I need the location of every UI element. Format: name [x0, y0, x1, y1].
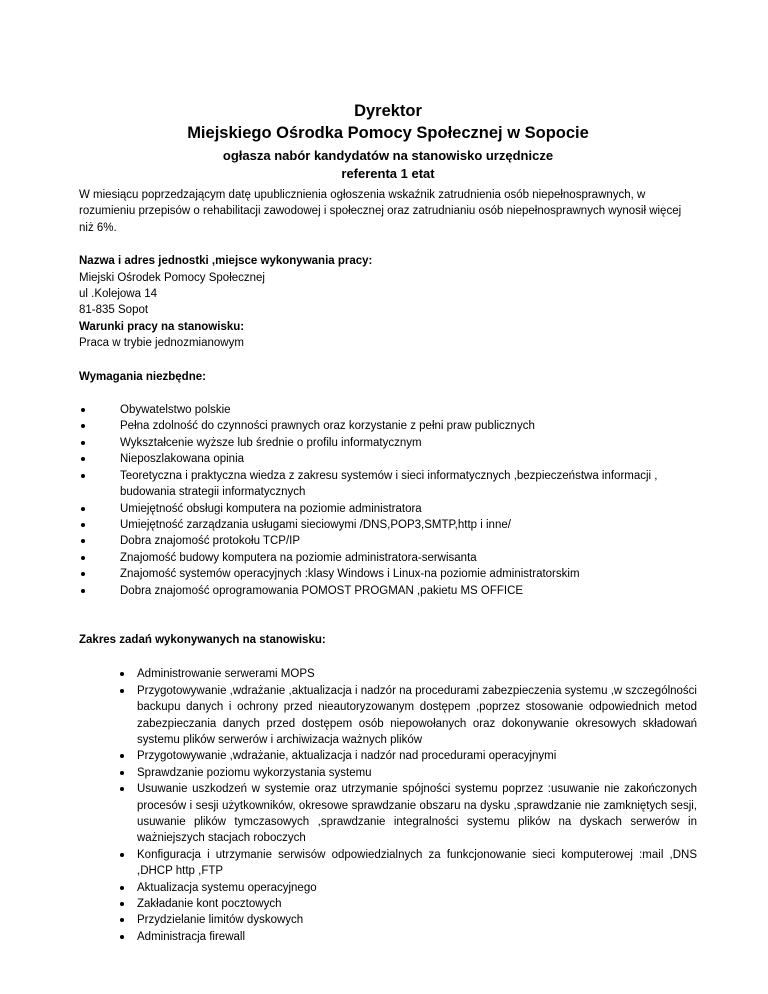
list-item: Dobra znajomość protokołu TCP/IP	[79, 533, 697, 549]
unit-street: ul .Kolejowa 14	[79, 288, 157, 301]
bullet-icon	[120, 853, 124, 857]
list-item: Zakładanie kont pocztowych	[79, 896, 697, 912]
list-item: Umiejętność zarządzania usługami sieciowymi /DNS,POP3,SMTP,http i inne/	[79, 517, 697, 533]
list-item: Aktualizacja systemu operacyjnego	[79, 880, 697, 896]
bullet-icon	[120, 771, 124, 775]
bullet-icon	[81, 507, 85, 511]
document-page	[79, 100, 697, 945]
unit-section	[79, 253, 697, 319]
list-item: Usuwanie uszkodzeń w systemie oraz utrzymanie spójności systemu poprzez :usuwanie nie zakończonych procesów i sesji użytkowników, okresowe sprawdzanie obszaru na dysku ,sprawdzanie nie zamkniętych sesji, usuwanie plików tymczasowych ,sprawdzanie integralności systemu plików na dyskach serwerów in ważniejszych stacjach roboczych	[79, 781, 697, 847]
tasks-label: Zakres zadań wykonywanych na stanowisku:	[79, 633, 326, 646]
bullet-icon	[81, 441, 85, 445]
subtitle-line-1: ogłasza nabór kandydatów na stanowisko urzędnicze	[222, 148, 554, 163]
tasks-section	[79, 632, 697, 945]
list-item: Sprawdzanie poziomu wykorzystania systemu	[79, 765, 697, 781]
unit-name: Miejski Ośrodek Pomocy Społecznej	[79, 271, 265, 284]
bullet-icon	[120, 886, 124, 890]
list-item: Pełna zdolność do czynności prawnych oraz korzystanie z pełni praw publicznych	[79, 418, 697, 434]
conditions-value: Praca w trybie jednozmianowym	[79, 337, 244, 350]
bullet-icon	[81, 424, 85, 428]
bullet-icon	[120, 787, 124, 791]
bullet-icon	[81, 589, 85, 593]
subtitle-line-2: referenta 1 etat	[341, 166, 435, 181]
bullet-icon	[120, 672, 124, 676]
conditions-label: Warunki pracy na stanowisku:	[79, 320, 245, 333]
title-line-2: Miejskiego Ośrodka Pomocy Społecznej w Sopocie	[187, 124, 589, 142]
list-item: Konfiguracja i utrzymanie serwisów odpowiedzialnych za funkcjonowanie sieci komputerowej :mail ,DNS ,DHCP http ,FTP	[79, 847, 697, 880]
list-item: Obywatelstwo polskie	[79, 402, 697, 418]
conditions-section	[79, 319, 697, 352]
bullet-icon	[120, 918, 124, 922]
bullet-icon	[120, 689, 124, 693]
list-item: Teoretyczna i praktyczna wiedza z zakresu systemów i sieci informatycznych ,bezpieczeństwa informacji , budowania strategii informatycznych	[79, 468, 697, 501]
unit-city: 81-835 Sopot	[79, 304, 149, 317]
unit-label: Nazwa i adres jednostki ,miejsce wykonywania pracy:	[79, 255, 373, 268]
intro-paragraph: W miesiącu poprzedzającym datę upublicznienia ogłoszenia wskaźnik zatrudnienia osób niepełnosprawnych, w rozumieniu przepisów o rehabilitacji zawodowej i społecznej oraz zatrudnianiu osób niepełnosprawnych wynosił więcej niż 6%.	[79, 189, 682, 234]
bullet-icon	[81, 572, 85, 576]
list-item: Przygotowywanie ,wdrażanie ,aktualizacja i nadzór na procedurami zabezpieczenia systemu ,w szczególności backupu danych i ochrony przed nieautoryzowanym dostępem ,poprzez stosowanie odpowiednich metod zabezpieczania danych przed dostępem osób niepowołanych oraz dokonywanie okresowych składowań systemu plików serwerów i archiwizacja ważnych plików	[79, 683, 697, 749]
list-item: Przygotowywanie ,wdrażanie, aktualizacja i nadzór nad procedurami operacyjnymi	[79, 748, 697, 764]
requirements-list	[79, 402, 697, 599]
bullet-icon	[81, 408, 85, 412]
bullet-icon	[81, 523, 85, 527]
requirements-label: Wymagania niezbędne:	[79, 370, 206, 383]
list-item: Nieposzlakowana opinia	[79, 451, 697, 467]
tasks-list	[79, 666, 697, 945]
bullet-icon	[81, 457, 85, 461]
bullet-icon	[81, 556, 85, 560]
list-item: Znajomość systemów operacyjnych :klasy Windows i Linux-na poziomie administratorskim	[79, 566, 697, 582]
list-item: Dobra znajomość oprogramowania POMOST PROGMAN ,pakietu MS OFFICE	[79, 583, 697, 599]
list-item: Administrowanie serwerami MOPS	[79, 666, 697, 682]
bullet-icon	[81, 539, 85, 543]
bullet-icon	[81, 474, 85, 478]
requirements-section	[79, 369, 697, 599]
bullet-icon	[120, 935, 124, 939]
list-item: Wykształcenie wyższe lub średnie o profilu informatycznym	[79, 435, 697, 451]
list-item: Znajomość budowy komputera na poziomie administratora-serwisanta	[79, 550, 697, 566]
bullet-icon	[120, 754, 124, 758]
list-item: Przydzielanie limitów dyskowych	[79, 912, 697, 928]
list-item: Administracja firewall	[79, 929, 697, 945]
list-item: Umiejętność obsługi komputera na poziomie administratora	[79, 501, 697, 517]
title-line-1: Dyrektor	[354, 102, 422, 120]
bullet-icon	[120, 902, 124, 906]
